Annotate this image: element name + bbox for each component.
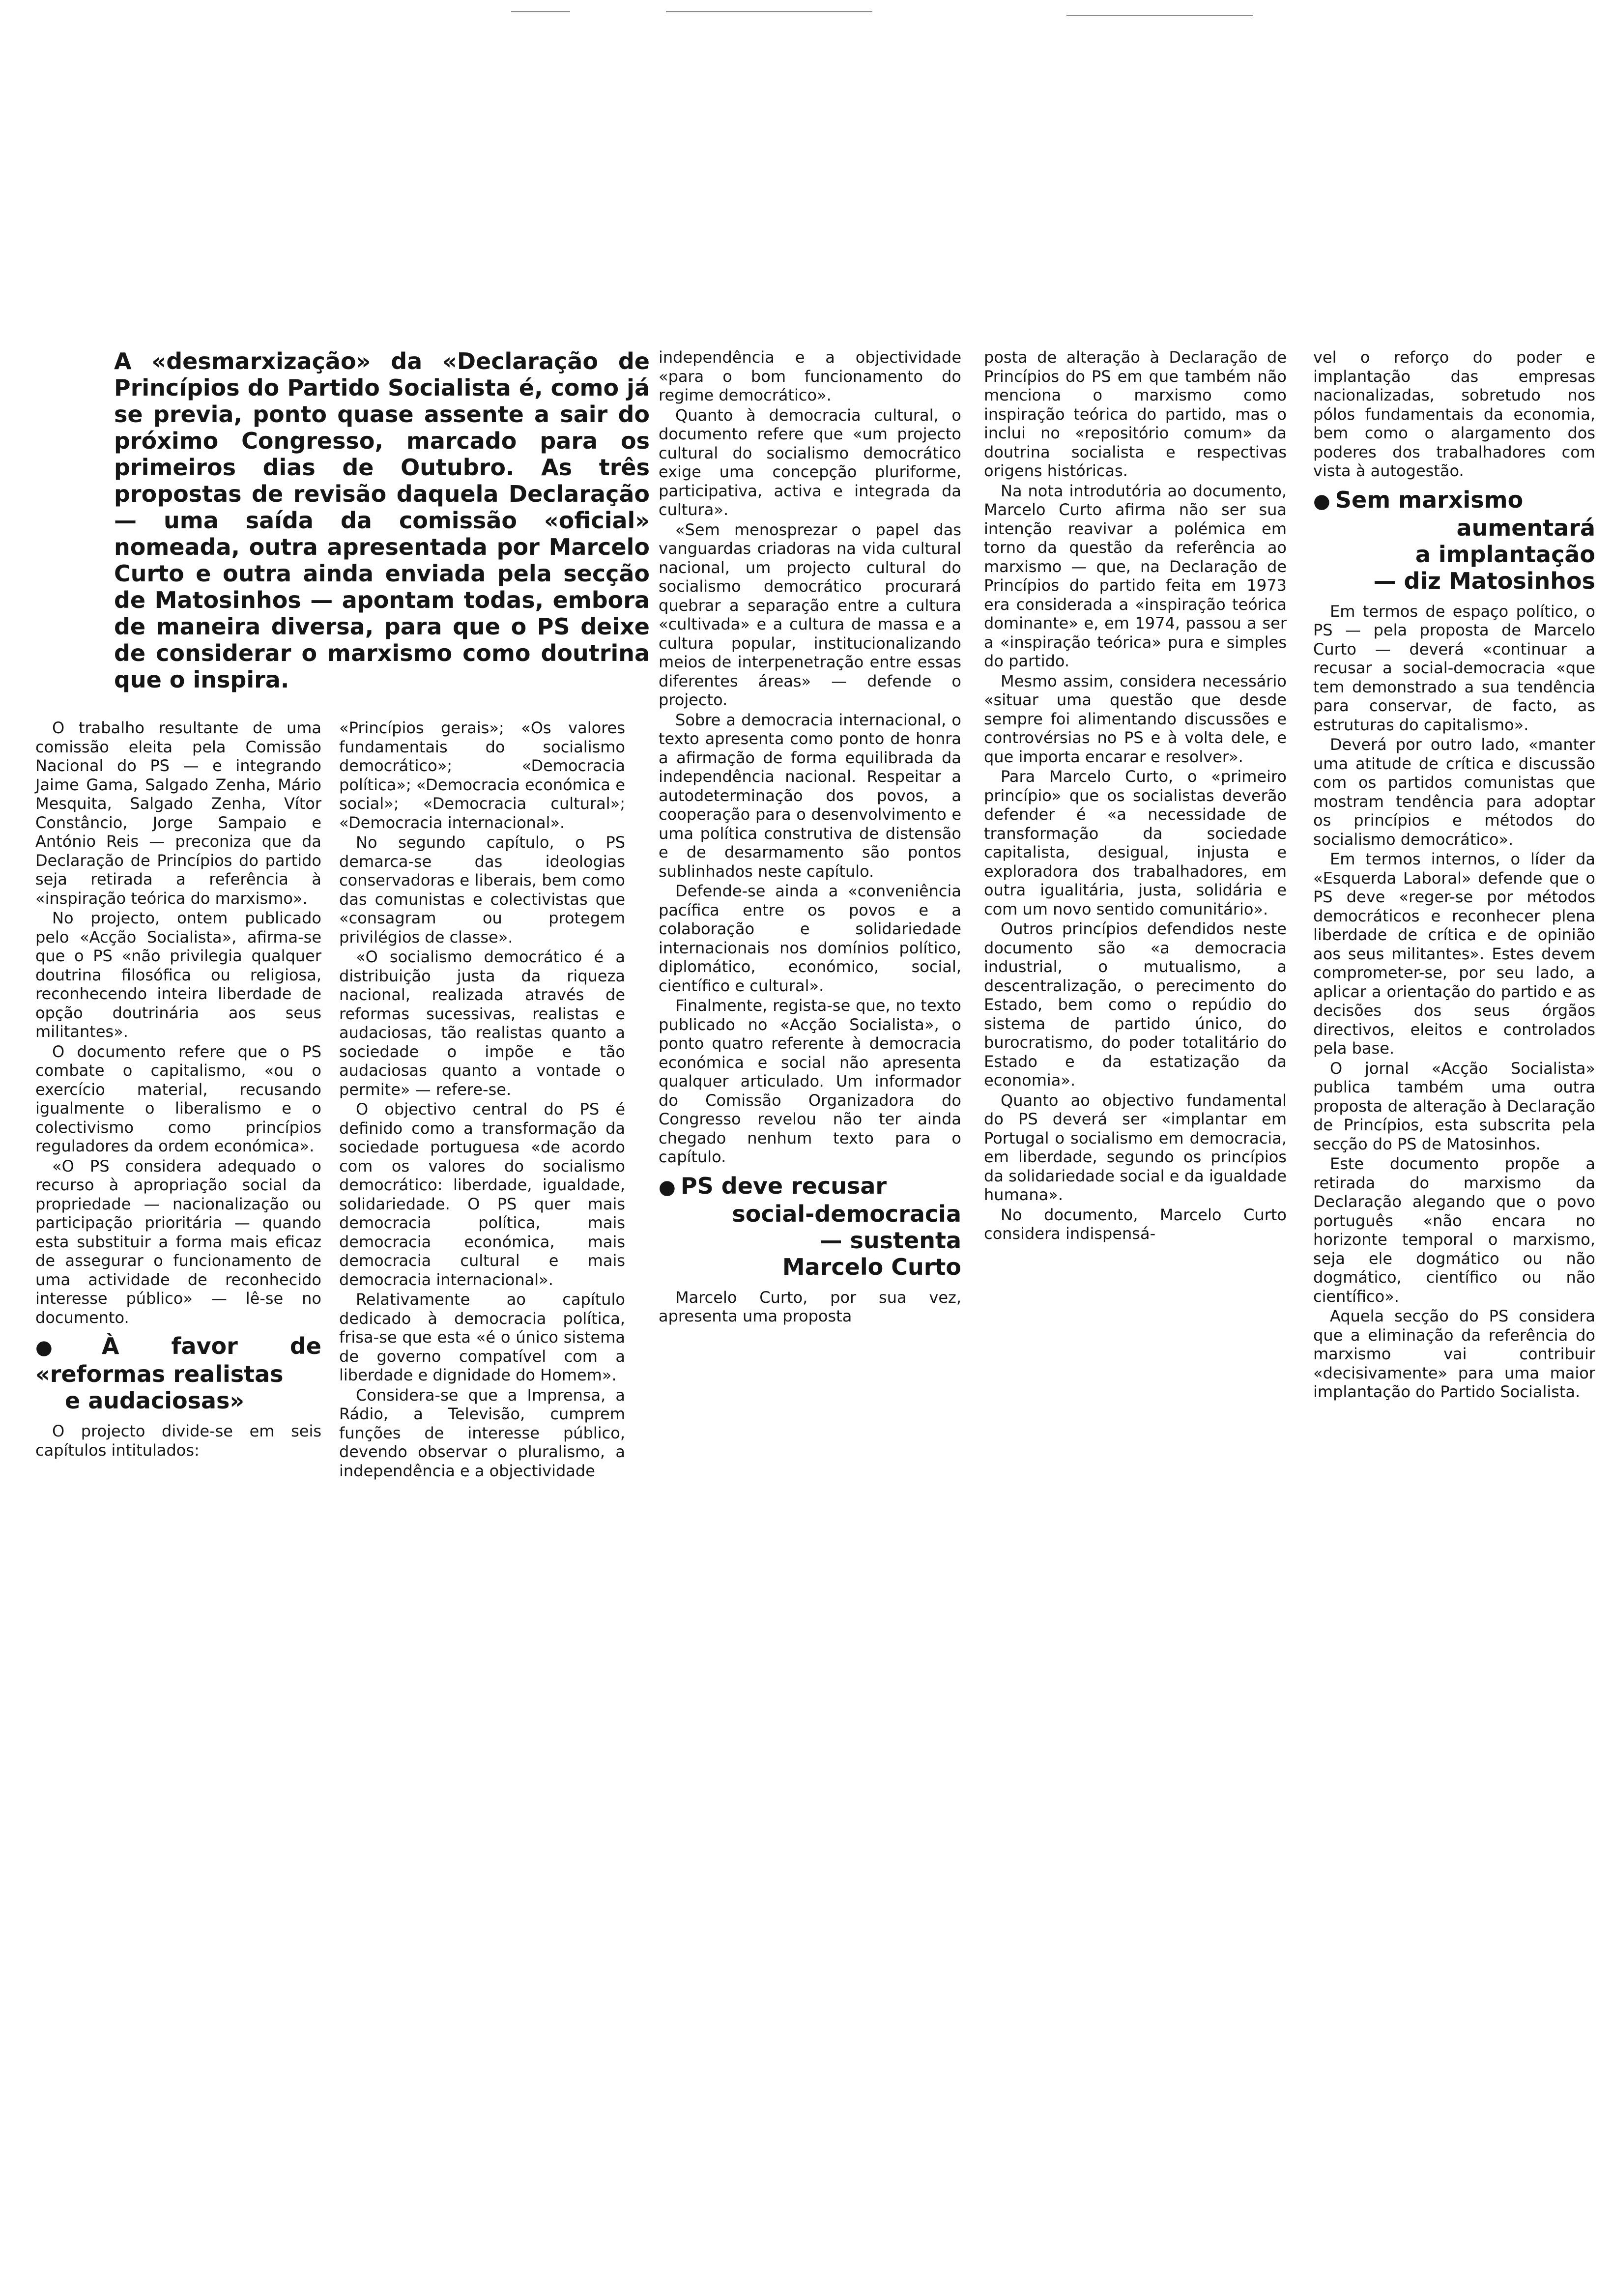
- lead-paragraph: A «desmarxização» da «Declaração de Princípios do Partido Socialista é, como já se previa, ponto quase assente a sair do próximo Congresso, marcado para os primeiros dias de Outubro. As três propostas de revisão daquela Declaração — uma saída da comissão «oficial» nomeada, outra apresentada por Marcelo Curto e outra ainda enviada pela secção de Matosinhos — apontam todas, embora de maneira diversa, para que o PS deixe de considerar o marxismo como doutrina que o inspira.: [114, 348, 650, 693]
- paragraph: Este documento propõe a retirada do marxismo da Declaração alegando que o povo português «não encara no horizonte temporal o marxismo, seja ele dogmático ou não dogmático, científico ou não científico».: [1313, 1154, 1595, 1306]
- subheading-line: Sem marxismo: [1335, 486, 1524, 513]
- subheading-line: aumentará: [1456, 514, 1595, 541]
- subheading: [35, 1333, 321, 1414]
- paragraph: Em termos de espaço político, o PS — pela proposta de Marcelo Curto — deverá «continuar a recusar a social-democracia «que tem demonstrado a sua tendência para conservar, de facto, as estruturas do capitalismo».: [1313, 602, 1595, 734]
- paragraph: Considera-se que a Imprensa, a Rádio, a Televisão, cumprem funções de interesse público, devendo observar o pluralismo, a independência e a objectividade: [339, 1385, 625, 1480]
- paragraph: posta de alteração à Declaração de Princípios do PS em que também não menciona o marxismo como inspiração teórica do partido, mas o inclui no «repositório comum» da doutrina socialista e respectivas origens históricas.: [984, 348, 1287, 480]
- subheading-line: e audaciosas»: [65, 1387, 245, 1414]
- paragraph: Outros princípios defendidos neste documento são «a democracia industrial, o mutualismo, a descentralização, o perecimento do Estado, bem como o repúdio do sistema de partido único, do burocratismo, do poder totalitário do Estado e da estatização da economia».: [984, 919, 1287, 1090]
- paragraph: «O PS considera adequado o recurso à apropriação social da propriedade — nacionalização ou participação prioritária — quando esta substituir a forma mais eficaz de assegurar o funcionamento de uma actividade de reconhecido interesse público» — lê-se no documento.: [35, 1156, 321, 1327]
- paragraph: O objectivo central do PS é definido como a transformação da sociedade portuguesa «de acordo com os valores do socialismo democrático: liberdade, igualdade, solidariedade. O PS quer mais democracia política, mais democracia económica, mais democracia cultural e mais democracia internacional».: [339, 1100, 625, 1289]
- subheading-line: — diz Matosinhos: [1373, 567, 1595, 594]
- paragraph: No projecto, ontem publicado pelo «Acção Socialista», afirma-se que o PS «não privilegia qualquer doutrina filosófica ou religiosa, reconhecendo inteira liberdade de opção doutrinária aos seus militantes».: [35, 909, 321, 1041]
- subheading-line: À favor de «reformas realistas: [35, 1333, 321, 1387]
- paragraph: «O socialismo democrático é a distribuição justa da riqueza nacional, realizada através de reformas sucessivas, realistas e audaciosas, tão realistas quanto a sociedade o impõe e tão audaciosas quanto a vontade o permite» — refere-se.: [339, 947, 625, 1099]
- subheading: [659, 1173, 961, 1280]
- paragraph: Relativamente ao capítulo dedicado à democracia política, frisa-se que esta «é o único sistema de governo compatível com a liberdade e dignidade do Homem».: [339, 1290, 625, 1384]
- subheading-line: — sustenta: [819, 1227, 961, 1254]
- paragraph: O projecto divide-se em seis capítulos intitulados:: [35, 1422, 321, 1460]
- paragraph: Em termos internos, o líder da «Esquerda Laboral» defende que o PS deve «reger-se por métodos democráticos e reconhecer plena liberdade de crítica e de opinião aos seus militantes». Estes devem comprometer-se, por seu lado, a aplicar a orientação do partido e as decisões dos seus órgãos directivos, eleitos e controlados pela base.: [1313, 850, 1595, 1058]
- paragraph: O jornal «Acção Socialista» publica também uma outra proposta de alteração à Declaração de Princípios, esta subscrita pela secção do PS de Matosinhos.: [1313, 1059, 1595, 1153]
- column-5: [1313, 348, 1595, 1403]
- subheading: [1313, 487, 1595, 594]
- paragraph: Defende-se ainda a «conveniência pacífica entre os povos e a colaboração e solidariedade internacionais nos domínios político, diplomático, económico, social, científico e cultural».: [659, 882, 961, 995]
- paragraph: O trabalho resultante de uma comissão eleita pela Comissão Nacional do PS — e integrando Jaime Gama, Salgado Zenha, Mário Mesquita, Salgado Zenha, Vítor Constâncio, Jorge Sampaio e António Reis — preconiza que da Declaração de Princípios do partido seja retirada a referência à «inspiração teórica do marxismo».: [35, 718, 321, 908]
- paragraph: Quanto ao objectivo fundamental do PS deverá ser «implantar em Portugal o socialismo em democracia, em liberdade, segundo os princípios da solidariedade social e da igualdade humana».: [984, 1091, 1287, 1204]
- paragraph: Na nota introdutória ao documento, Marcelo Curto afirma não ser sua intenção reavivar a polémica em torno da questão da referência ao marxismo — que, na Declaração de Princípios do partido feita em 1973 era considerada a «inspiração teórica dominante» e, em 1974, passou a ser a «inspiração teórica» pura e simples do partido.: [984, 481, 1287, 670]
- column-3: [659, 348, 961, 1327]
- bullet-icon: ●: [1313, 489, 1330, 513]
- column-1: [35, 718, 321, 1461]
- paragraph: «Princípios gerais»; «Os valores fundamentais do socialismo democrático»; «Democracia política»; «Democracia económica e social»; «Democracia cultural»; «Democracia internacional».: [339, 718, 625, 832]
- paragraph: Aquela secção do PS considera que a eliminação da referência do marxismo vai contribuir «decisivamente» para uma maior implantação do Partido Socialista.: [1313, 1307, 1595, 1401]
- scan-mark: [1066, 15, 1253, 16]
- subheading-line: Marcelo Curto: [782, 1253, 961, 1280]
- paragraph: «Sem menosprezar o papel das vanguardas criadoras na vida cultural nacional, um projecto cultural do socialismo democrático procurará quebrar a separação entre a cultura «cultivada» e a cultura de massa e a cultura popular, institucionalizando meios de interpenetração entre essas diferentes áreas» — defende o projecto.: [659, 520, 961, 709]
- paragraph: Deverá por outro lado, «manter uma atitude de crítica e discussão com os partidos comunistas que mostram tendência para adoptar os princípios e métodos do socialismo democrático».: [1313, 735, 1595, 849]
- paragraph: Marcelo Curto, por sua vez, apresenta uma proposta: [659, 1288, 961, 1325]
- paragraph: Mesmo assim, considera necessário «situar uma questão que desde sempre foi alimentando discussões e controvérsias no PS e à volta dele, e que importa encarar e resolver».: [984, 671, 1287, 766]
- subheading-line: a implantação: [1415, 541, 1595, 568]
- paragraph: No documento, Marcelo Curto considera indispensá-: [984, 1205, 1287, 1243]
- paragraph: Quanto à democracia cultural, o documento refere que «um projecto cultural do socialismo democrático exige uma concepção pluriforme, participativa, activa e integrada da cultura».: [659, 405, 961, 519]
- subheading-line: social-democracia: [732, 1200, 961, 1227]
- paragraph: Finalmente, regista-se que, no texto publicado no «Acção Socialista», o ponto quatro referente à democracia económica e social não apresenta qualquer articulado. Um informador do Comissão Organizadora do Congresso revelou não ter ainda chegado nenhum texto para o capítulo.: [659, 996, 961, 1166]
- paragraph: No segundo capítulo, o PS demarca-se das ideologias conservadoras e liberais, bem como das comunistas e colectivistas que «consagram ou protegem privilégios de classe».: [339, 833, 625, 947]
- paragraph: O documento refere que o PS combate o capitalismo, «ou o exercício material, recusando igualmente o liberalismo e o colectivismo como princípios reguladores da ordem económica».: [35, 1042, 321, 1155]
- paragraph: independência e a objectividade «para o bom funcionamento do regime democrático».: [659, 348, 961, 404]
- bullet-icon: ●: [659, 1176, 676, 1199]
- bullet-icon: ●: [35, 1336, 97, 1359]
- scan-mark: [511, 11, 570, 12]
- scan-mark: [666, 11, 872, 12]
- paragraph: vel o reforço do poder e implantação das empresas nacionalizadas, sobretudo nos pólos fundamentais da economia, bem como o alargamento dos poderes dos trabalhadores com vista à autogestão.: [1313, 348, 1595, 480]
- paragraph: Para Marcelo Curto, o «primeiro princípio» que os socialistas deverão defender é «a necessidade de transformação da sociedade capitalista, desigual, injusta e exploradora dos trabalhadores, em outra igualitária, justa, solidária e com um novo sentido comunitário».: [984, 767, 1287, 918]
- column-4: [984, 348, 1287, 1244]
- column-2: [339, 718, 625, 1481]
- paragraph: Sobre a democracia internacional, o texto apresenta como ponto de honra a afirmação de forma equilibrada da independência nacional. Respeitar a autodeterminação dos povos, a cooperação para o desenvolvimento e uma política construtiva de distensão e de desarmamento são pontos sublinhados neste capítulo.: [659, 710, 961, 881]
- subheading-line: PS deve recusar: [680, 1172, 887, 1199]
